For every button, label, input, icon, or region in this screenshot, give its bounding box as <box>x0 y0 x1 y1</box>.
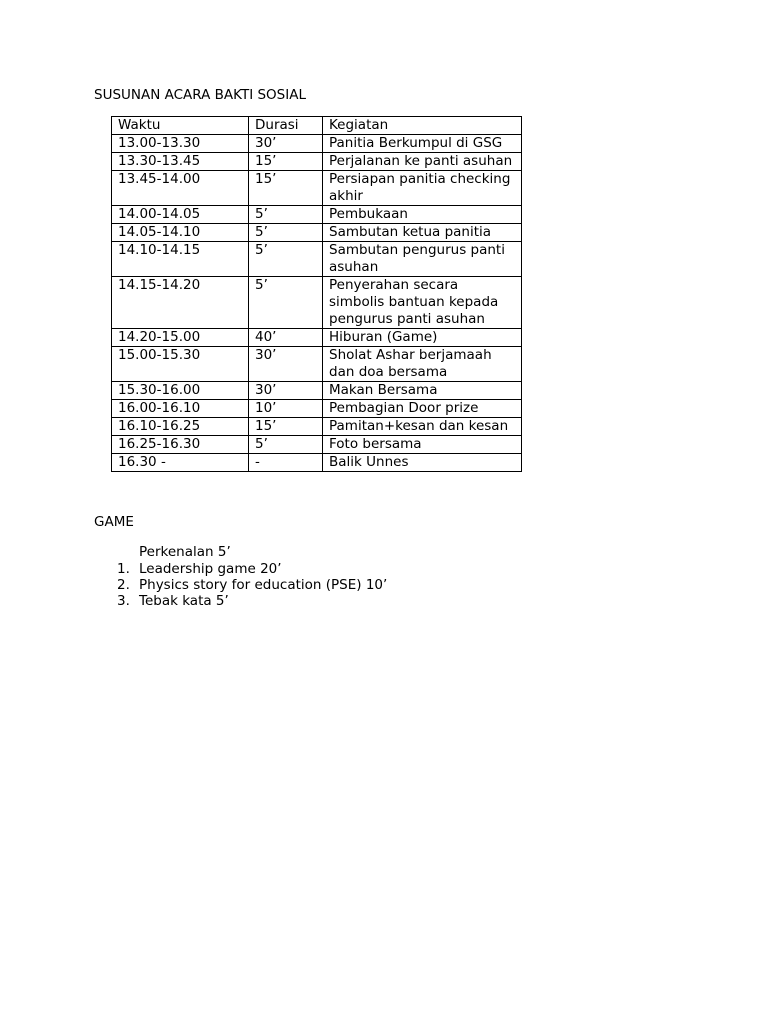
cell-kegiatan: Pembagian Door prize <box>323 400 522 418</box>
cell-kegiatan: Penyerahan secara simbolis bantuan kepada pengurus panti asuhan <box>323 277 522 329</box>
table-row <box>112 454 522 472</box>
cell-kegiatan: Foto bersama <box>323 436 522 454</box>
table-row <box>112 206 522 224</box>
cell-durasi: 5’ <box>249 206 323 224</box>
cell-kegiatan: Perjalanan ke panti asuhan <box>323 153 522 171</box>
list-item-number: 1. <box>117 561 130 577</box>
cell-durasi: 5’ <box>249 224 323 242</box>
table-row <box>112 329 522 347</box>
list-item-text: Physics story for education (PSE) 10’ <box>139 577 388 593</box>
table-row <box>112 224 522 242</box>
list-item <box>94 577 514 593</box>
cell-durasi: 5’ <box>249 277 323 329</box>
cell-waktu: 14.20-15.00 <box>112 329 249 347</box>
cell-waktu: 16.30 - <box>112 454 249 472</box>
table-row <box>112 277 522 329</box>
header-durasi: Durasi <box>249 117 323 135</box>
cell-kegiatan: Panitia Berkumpul di GSG <box>323 135 522 153</box>
cell-waktu: 13.00-13.30 <box>112 135 249 153</box>
table-row <box>112 418 522 436</box>
header-kegiatan: Kegiatan <box>323 117 522 135</box>
cell-durasi: 5’ <box>249 436 323 454</box>
cell-waktu: 14.00-14.05 <box>112 206 249 224</box>
cell-kegiatan: Sholat Ashar berjamaah dan doa bersama <box>323 347 522 382</box>
cell-durasi: 30’ <box>249 135 323 153</box>
game-list <box>94 561 514 609</box>
cell-waktu: 15.30-16.00 <box>112 382 249 400</box>
cell-waktu: 15.00-15.30 <box>112 347 249 382</box>
cell-durasi: 10’ <box>249 400 323 418</box>
cell-durasi: 30’ <box>249 347 323 382</box>
table-row <box>112 242 522 277</box>
cell-durasi: - <box>249 454 323 472</box>
table-row <box>112 436 522 454</box>
cell-kegiatan: Sambutan ketua panitia <box>323 224 522 242</box>
cell-waktu: 14.05-14.10 <box>112 224 249 242</box>
cell-waktu: 14.15-14.20 <box>112 277 249 329</box>
cell-kegiatan: Pembukaan <box>323 206 522 224</box>
cell-kegiatan: Persiapan panitia checking akhir <box>323 171 522 206</box>
game-heading: GAME <box>94 514 134 530</box>
cell-kegiatan: Pamitan+kesan dan kesan <box>323 418 522 436</box>
table-row <box>112 135 522 153</box>
cell-waktu: 16.00-16.10 <box>112 400 249 418</box>
cell-durasi: 15’ <box>249 153 323 171</box>
table-row <box>112 347 522 382</box>
cell-waktu: 13.45-14.00 <box>112 171 249 206</box>
cell-durasi: 40’ <box>249 329 323 347</box>
cell-kegiatan: Balik Unnes <box>323 454 522 472</box>
table-row <box>112 382 522 400</box>
list-item-text: Leadership game 20’ <box>139 561 282 577</box>
list-item <box>94 561 514 577</box>
cell-kegiatan: Sambutan pengurus panti asuhan <box>323 242 522 277</box>
list-item-number: 3. <box>117 593 130 609</box>
list-item-text: Tebak kata 5’ <box>139 593 229 609</box>
cell-waktu: 14.10-14.15 <box>112 242 249 277</box>
table-row <box>112 171 522 206</box>
cell-waktu: 16.25-16.30 <box>112 436 249 454</box>
cell-durasi: 15’ <box>249 418 323 436</box>
list-item-number: 2. <box>117 577 130 593</box>
cell-kegiatan: Hiburan (Game) <box>323 329 522 347</box>
list-item <box>94 593 514 609</box>
header-waktu: Waktu <box>112 117 249 135</box>
cell-waktu: 16.10-16.25 <box>112 418 249 436</box>
game-intro: Perkenalan 5’ <box>139 544 231 560</box>
cell-waktu: 13.30-13.45 <box>112 153 249 171</box>
cell-durasi: 5’ <box>249 242 323 277</box>
cell-kegiatan: Makan Bersama <box>323 382 522 400</box>
cell-durasi: 15’ <box>249 171 323 206</box>
schedule-table <box>111 116 522 472</box>
table-row <box>112 153 522 171</box>
page-title: SUSUNAN ACARA BAKTI SOSIAL <box>94 87 306 103</box>
table-header-row <box>112 117 522 135</box>
table-row <box>112 400 522 418</box>
cell-durasi: 30’ <box>249 382 323 400</box>
